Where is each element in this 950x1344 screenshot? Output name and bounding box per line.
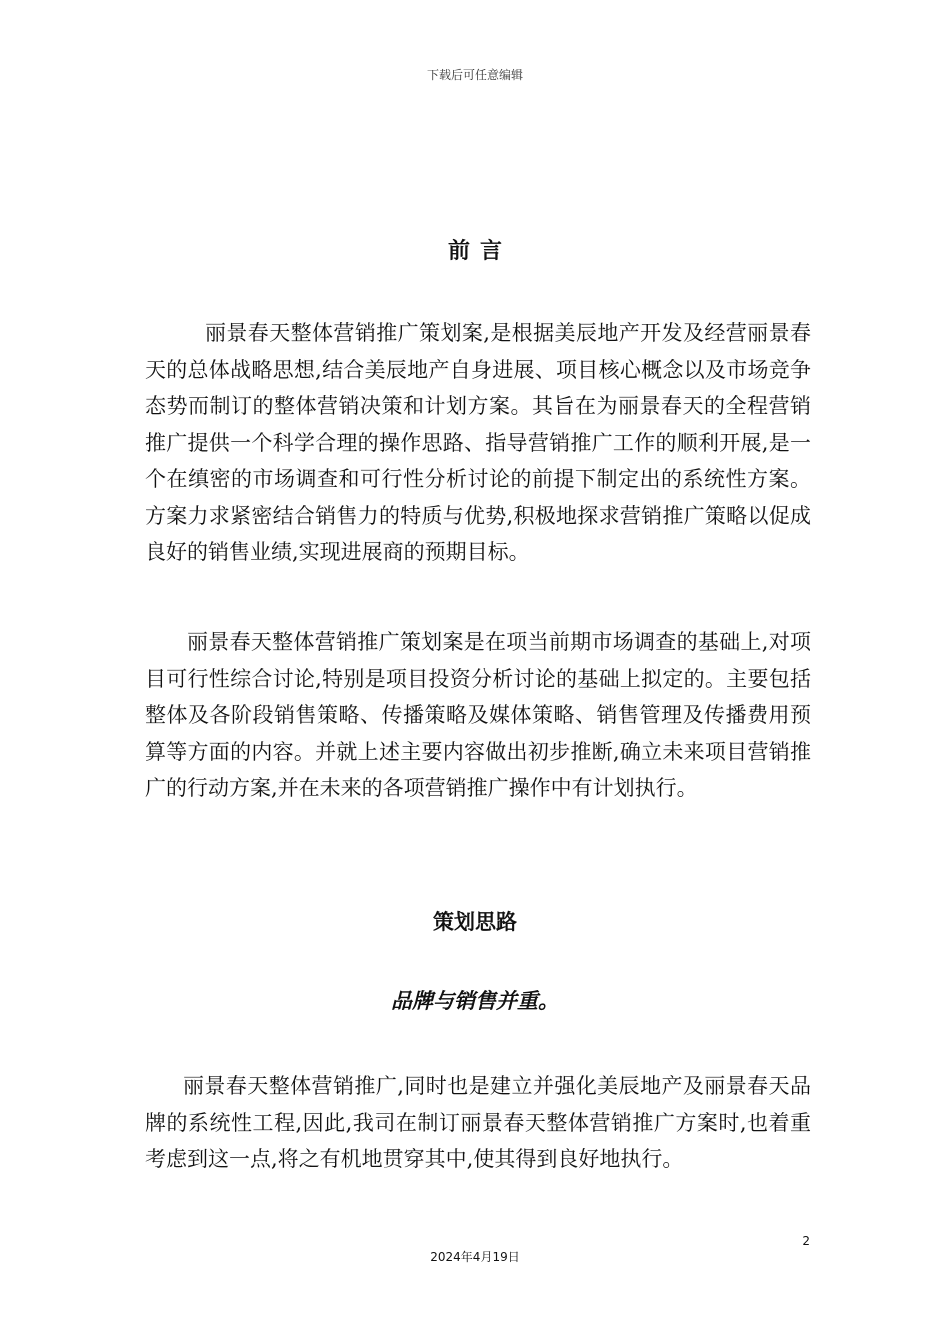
intro-paragraph-2: 丽景春天整体营销推广策划案是在项当前期市场调查的基础上,对项目可行性综合讨论,特别是项目投资分析讨论的基础上拟定的。主要包括整体及各阶段销售策略、传播策略及媒体策略、销售管理及传播费用预算等方面的内容。并就上述主要内容做出初步推断,确立未来项目营销推广的行动方案,并在未来的各项营销推广操作中有计划执行。: [145, 630, 811, 800]
section-subtitle: 品牌与销售并重。: [391, 989, 559, 1013]
page-number: 2: [802, 1234, 810, 1248]
section-title: 策划思路: [433, 910, 517, 934]
intro-paragraph-1: 丽景春天整体营销推广策划案,是根据美辰地产开发及经营丽景春天的总体战略思想,结合美辰地产自身进展、项目核心概念以及市场竞争态势而制订的整体营销决策和计划方案。其旨在为丽景春天的全程营销推广提供一个科学合理的操作思路、指导营销推广工作的顺利开展,是一个在缜密的市场调查和可行性分析讨论的前提下制定出的系统性方案。方案力求紧密结合销售力的特质与优势,积极地探求营销推广策略以促成良好的销售业绩,实现进展商的预期目标。: [145, 321, 811, 564]
section-paragraph: 丽景春天整体营销推广,同时也是建立并强化美辰地产及丽景春天品牌的系统性工程,因此,我司在制订丽景春天整体营销推广方案时,也着重考虑到这一点,将之有机地贯穿其中,使其得到良好地执行。: [145, 1074, 811, 1171]
document-title: 前言: [447, 238, 512, 264]
page-footer-date: 2024年4月19日: [430, 1250, 520, 1264]
page-header: 下载后可任意编辑: [426, 68, 523, 82]
